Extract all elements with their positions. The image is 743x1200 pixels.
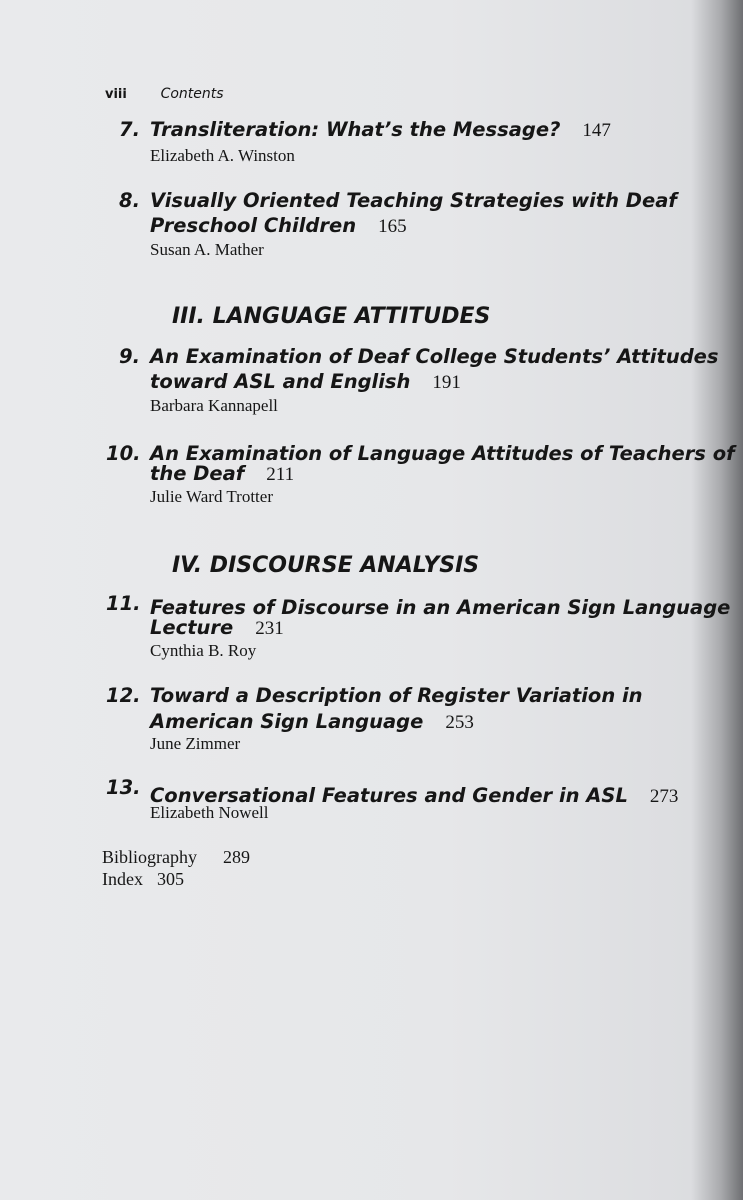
back-matter-bibliography: [102, 847, 250, 868]
entry-title-continued: American Sign Language 253: [150, 710, 474, 733]
entry-author: Barbara Kannapell: [150, 396, 278, 415]
entry-title: Toward a Description of Register Variation in: [150, 684, 643, 707]
back-matter-page: 305: [156, 869, 184, 889]
section-heading-discourse-analysis: IV. DISCOURSE ANALYSIS: [172, 553, 480, 578]
entry-number: 10.: [106, 442, 141, 465]
back-matter-index: [102, 869, 184, 890]
page-header: [105, 86, 224, 103]
entry-page: 147: [582, 120, 611, 141]
entry-number: 9.: [119, 345, 140, 368]
entry-author: Cynthia B. Roy: [150, 641, 257, 660]
back-matter-page: 289: [223, 847, 250, 867]
entry-page: 211: [266, 464, 295, 485]
running-head: Contents: [160, 86, 224, 102]
entry-title: An Examination of Deaf College Students’ Attitudes: [150, 345, 719, 368]
entry-number: 7.: [119, 118, 140, 141]
back-matter-label: Index: [102, 869, 143, 889]
entry-title: Features of Discourse in an American Sign Language: [150, 596, 731, 619]
entry-title-continued: Lecture 231: [150, 616, 284, 639]
entry-number: 12.: [106, 684, 141, 707]
entry-page: 253: [445, 712, 474, 733]
entry-title: An Examination of Language Attitudes of Teachers of: [150, 442, 735, 465]
entry-author: Elizabeth A. Winston: [150, 146, 295, 165]
entry-title-continued: toward ASL and English 191: [150, 370, 461, 393]
entry-author: Julie Ward Trotter: [150, 487, 273, 506]
section-heading-language-attitudes: III. LANGUAGE ATTITUDES: [172, 304, 491, 329]
page-folio: viii: [105, 87, 127, 102]
back-matter-label: Bibliography: [102, 847, 197, 867]
entry-author: Elizabeth Nowell: [150, 803, 269, 822]
entry-title: Visually Oriented Teaching Strategies with Deaf: [150, 189, 677, 212]
entry-number: 11.: [106, 592, 141, 615]
entry-page: 165: [378, 216, 407, 237]
entry-title: Conversational Features and Gender in ASL 273: [150, 784, 679, 807]
entry-page: 273: [649, 786, 679, 807]
entry-author: Susan A. Mather: [150, 240, 264, 259]
entry-author: June Zimmer: [150, 734, 241, 753]
entry-number: 8.: [119, 189, 140, 212]
entry-title-continued: the Deaf 211: [150, 462, 295, 485]
entry-page: 191: [432, 372, 461, 393]
entry-number: 13.: [106, 776, 141, 799]
entry-title-continued: Preschool Children 165: [150, 214, 407, 237]
entry-title: Transliteration: What’s the Message? 147: [150, 118, 611, 141]
entry-page: 231: [255, 618, 284, 639]
